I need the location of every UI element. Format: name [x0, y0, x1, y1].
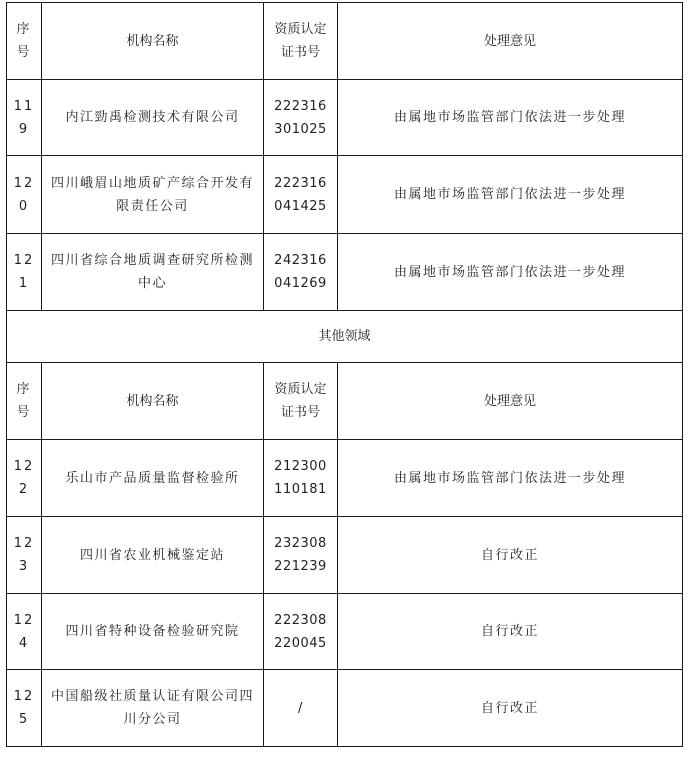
row-opinion: 由属地市场监管部门依法进一步处理: [338, 234, 683, 311]
row-seq: 11 9: [7, 80, 42, 156]
row-cert: 222308 220045: [264, 594, 338, 670]
table-header-row: [7, 3, 683, 80]
row-opinion: 自行改正: [338, 517, 683, 594]
row-name: 四川省综合地质调查研究所检测 中心: [42, 234, 264, 311]
row-cert: 242316 041269: [264, 234, 338, 311]
row-cert: 222316 301025: [264, 80, 338, 156]
row-opinion: 自行改正: [338, 594, 683, 670]
table-header-row: [7, 363, 683, 440]
table-row: [7, 234, 683, 311]
table-row: [7, 80, 683, 156]
header-opinion: 处理意见: [338, 363, 683, 440]
row-cert: /: [264, 670, 338, 747]
header-cert: 资质认定 证书号: [264, 363, 338, 440]
table-row: [7, 670, 683, 747]
header-seq: 序 号: [7, 363, 42, 440]
table-row: [7, 594, 683, 670]
row-name: 四川省特种设备检验研究院: [42, 594, 264, 670]
header-cert: 资质认定 证书号: [264, 3, 338, 80]
row-seq: 12 2: [7, 440, 42, 517]
row-name: 四川峨眉山地质矿产综合开发有 限责任公司: [42, 156, 264, 234]
row-seq: 12 3: [7, 517, 42, 594]
inspection-agency-table: [6, 2, 683, 747]
section-row: [7, 311, 683, 363]
row-cert: 232308 221239: [264, 517, 338, 594]
row-opinion: 由属地市场监管部门依法进一步处理: [338, 440, 683, 517]
row-opinion: 自行改正: [338, 670, 683, 747]
row-seq: 12 0: [7, 156, 42, 234]
row-seq: 12 1: [7, 234, 42, 311]
row-name: 中国船级社质量认证有限公司四 川分公司: [42, 670, 264, 747]
row-opinion: 由属地市场监管部门依法进一步处理: [338, 156, 683, 234]
table-row: [7, 156, 683, 234]
header-name: 机构名称: [42, 3, 264, 80]
header-opinion: 处理意见: [338, 3, 683, 80]
header-name: 机构名称: [42, 363, 264, 440]
table-row: [7, 517, 683, 594]
row-seq: 12 4: [7, 594, 42, 670]
row-name: 内江勁禹检测技术有限公司: [42, 80, 264, 156]
row-opinion: 由属地市场监管部门依法进一步处理: [338, 80, 683, 156]
row-cert: 222316 041425: [264, 156, 338, 234]
row-cert: 212300 110181: [264, 440, 338, 517]
row-name: 乐山市产品质量监督检验所: [42, 440, 264, 517]
table-row: [7, 440, 683, 517]
section-title-other: 其他领域: [7, 311, 683, 363]
header-seq: 序 号: [7, 3, 42, 80]
row-name: 四川省农业机械鉴定站: [42, 517, 264, 594]
row-seq: 12 5: [7, 670, 42, 747]
